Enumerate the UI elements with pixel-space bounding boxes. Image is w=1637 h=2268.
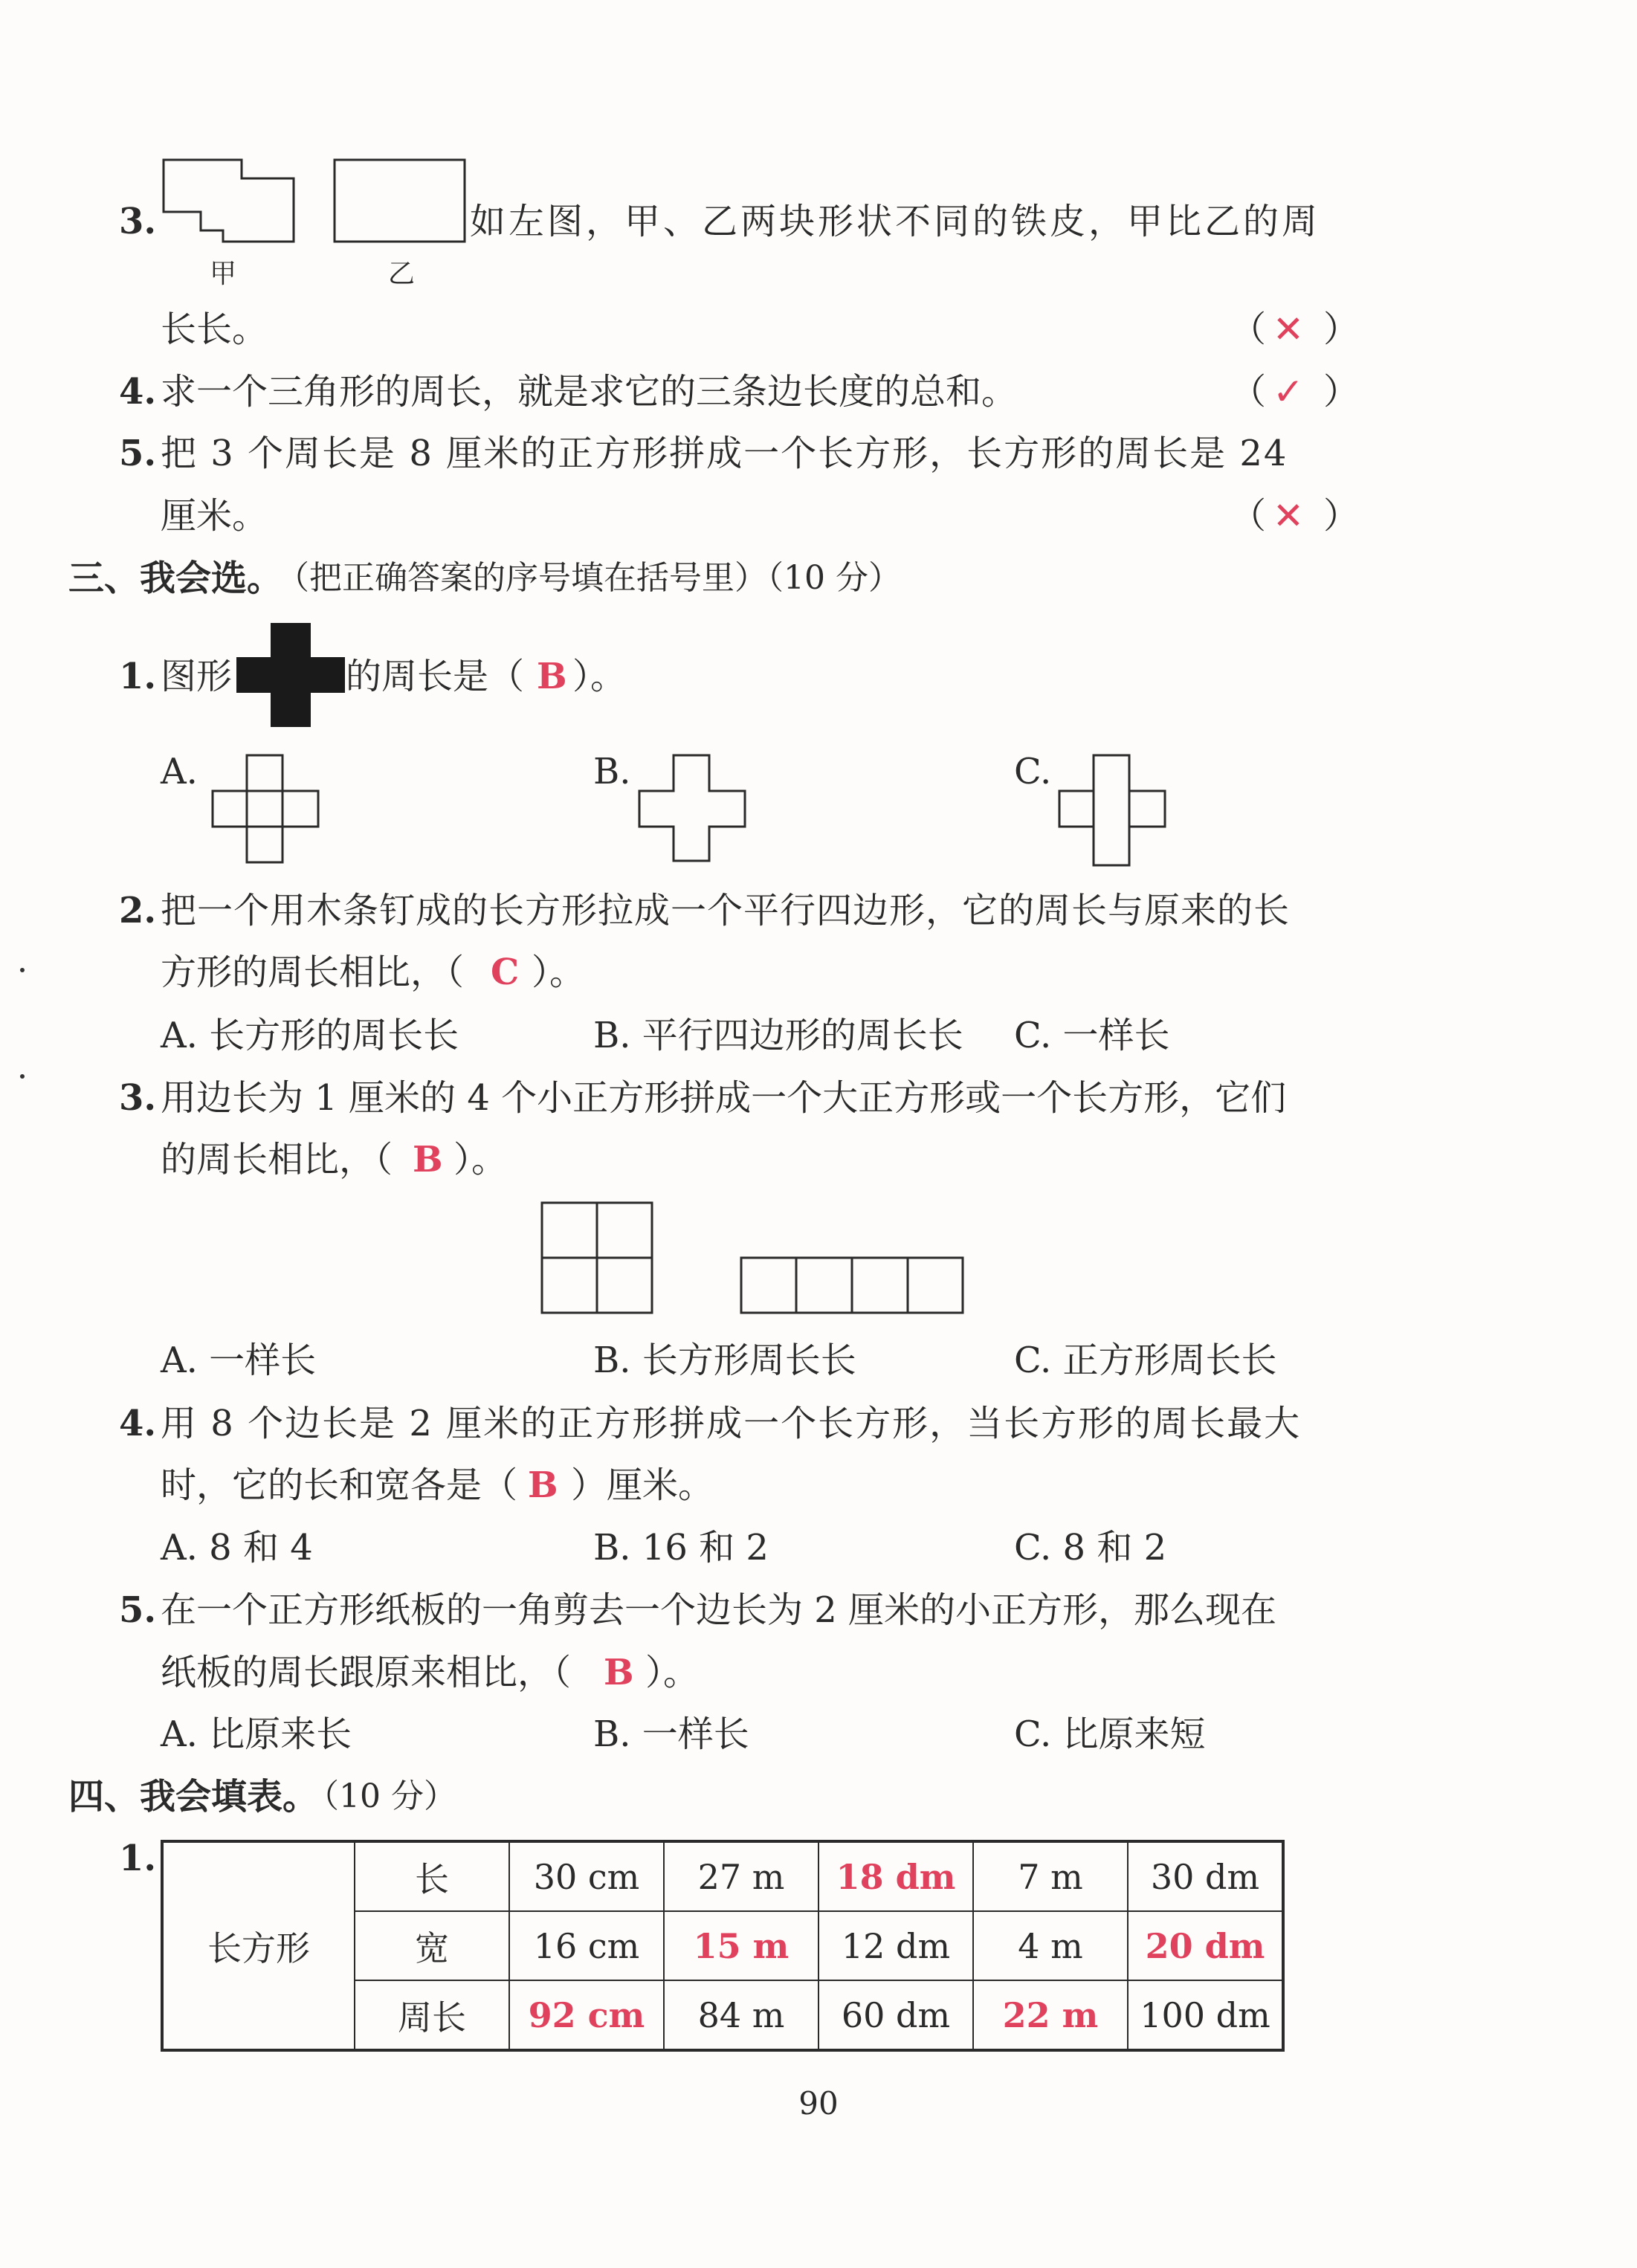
square-and-rectangle-figure xyxy=(540,1201,968,1316)
black-cross-figure xyxy=(236,623,345,727)
label-yi: 乙 xyxy=(387,259,416,289)
label-width: 宽 xyxy=(355,1911,509,1980)
table-cell-answer: 92 cm xyxy=(509,1980,664,2050)
s4-q1-number: 1. xyxy=(119,1838,157,1879)
s3-q1-pre: 图形 xyxy=(161,656,233,697)
s3-q1-post-close: ）。 xyxy=(572,656,627,697)
tf-q3-line1: 如左图，甲、乙两块形状不同的铁皮，甲比乙的周 xyxy=(470,201,1321,242)
tf-q3-answer-cross: ✕ xyxy=(1273,308,1304,351)
s3-q2-line2-post: ）。 xyxy=(532,952,586,993)
s3-q5-option-a: A. 比原来长 xyxy=(161,1713,352,1755)
s3-q4-line2-pre: 时，它的长和宽各是（ xyxy=(161,1464,518,1506)
s3-q2-option-a: A. 长方形的周长长 xyxy=(161,1015,459,1056)
s3-q3-line2-post: ）。 xyxy=(453,1139,508,1180)
shape-jia xyxy=(164,160,294,242)
tf-q3-paren-close: ） xyxy=(1323,308,1360,350)
table-cell: 60 dm xyxy=(818,1980,973,2050)
table-cell: 30 dm xyxy=(1128,1841,1283,1911)
s3-q4-option-b: B. 16 和 2 xyxy=(593,1527,769,1568)
s3-q5-answer: B xyxy=(604,1652,634,1693)
s3-q4-line2-post: ）厘米。 xyxy=(571,1464,714,1506)
table-cell-answer: 22 m xyxy=(973,1980,1128,2050)
table-cell: 4 m xyxy=(973,1911,1128,1980)
s3-q4-number: 4. xyxy=(119,1403,157,1444)
tf-q5-answer-cross: ✕ xyxy=(1273,494,1304,537)
tf-q3-number: 3. xyxy=(119,201,157,242)
section3-title: 三、我会选。 xyxy=(68,558,283,599)
s3-q1-option-a: A. xyxy=(161,751,198,792)
s3-q2-line2-pre: 方形的周长相比，（ xyxy=(161,952,465,993)
rectangle-data-table xyxy=(161,1840,1285,2052)
s3-q4-option-c: C. 8 和 2 xyxy=(1014,1527,1167,1568)
table-cell: 100 dm xyxy=(1128,1980,1283,2050)
shape-yi xyxy=(335,160,465,242)
tf-q3-figures xyxy=(160,156,472,290)
table-cell: 27 m xyxy=(664,1841,818,1911)
s3-q5-line2-pre: 纸板的周长跟原来相比，（ xyxy=(161,1652,572,1693)
s3-q1-number: 1. xyxy=(119,656,157,697)
s3-q5-line1: 在一个正方形纸板的一角剪去一个边长为 2 厘米的小正方形，那么现在 xyxy=(161,1589,1277,1631)
s3-q2-line1: 把一个用木条钉成的长方形拉成一个平行四边形，它的周长与原来的长 xyxy=(161,890,1291,931)
s3-q2-option-b: B. 平行四边形的周长长 xyxy=(593,1015,963,1056)
tf-q5-number: 5. xyxy=(119,433,157,474)
tf-q3-paren-open: （ xyxy=(1230,308,1267,350)
table-cell: 7 m xyxy=(973,1841,1128,1911)
s3-q5-option-b: B. 一样长 xyxy=(593,1713,749,1755)
tf-q5-line2: 厘米。 xyxy=(161,495,268,537)
row-header-rectangle: 长方形 xyxy=(162,1841,355,2050)
margin-dot xyxy=(20,968,25,972)
s3-q1-post-open: 的周长是（ xyxy=(346,656,525,697)
tf-q4-answer-check: ✓ xyxy=(1273,370,1304,413)
table-cell: 84 m xyxy=(664,1980,818,2050)
s3-q3-option-a: A. 一样长 xyxy=(161,1340,317,1381)
section4-subtitle: （10 分） xyxy=(306,1777,456,1815)
option-c-tall-cross-figure xyxy=(1058,754,1168,867)
section4-title: 四、我会填表。 xyxy=(68,1776,319,1818)
tf-q4-number: 4. xyxy=(119,371,157,413)
table-cell: 12 dm xyxy=(818,1911,973,1980)
s3-q2-number: 2. xyxy=(119,890,157,931)
s3-q1-option-c: C. xyxy=(1014,751,1052,792)
s3-q4-option-a: A. 8 和 4 xyxy=(161,1527,313,1568)
s3-q3-number: 3. xyxy=(119,1077,157,1119)
page-number: 90 xyxy=(798,2085,839,2122)
section3-subtitle: （把正确答案的序号填在括号里）（10 分） xyxy=(277,559,901,597)
table-cell: 30 cm xyxy=(509,1841,664,1911)
s3-q5-option-c: C. 比原来短 xyxy=(1014,1713,1206,1755)
s3-q5-number: 5. xyxy=(119,1589,157,1631)
s3-q1-option-b: B. xyxy=(593,751,631,792)
table-cell-answer: 15 m xyxy=(664,1911,818,1980)
s3-q3-line2-pre: 的周长相比，（ xyxy=(161,1139,393,1180)
tf-q3-line2: 长长。 xyxy=(161,308,268,350)
s3-q3-option-c: C. 正方形周长长 xyxy=(1014,1340,1277,1381)
tf-q4-text: 求一个三角形的周长，就是求它的三条边长度的总和。 xyxy=(161,371,1018,413)
label-jia: 甲 xyxy=(209,259,237,289)
tf-q5-line1: 把 3 个周长是 8 厘米的正方形拼成一个长方形，长方形的周长是 24 xyxy=(161,433,1288,474)
option-b-cross-figure xyxy=(638,754,746,862)
tf-q4-paren-open: （ xyxy=(1230,371,1267,413)
s3-q2-answer: C xyxy=(491,952,520,993)
s3-q3-line1: 用边长为 1 厘米的 4 个小正方形拼成一个大正方形或一个长方形，它们 xyxy=(161,1077,1287,1119)
option-a-grid-figure xyxy=(211,754,321,864)
s3-q5-line2-post: ）。 xyxy=(645,1652,700,1693)
s3-q4-answer: B xyxy=(528,1464,558,1506)
tf-q5-paren-close: ） xyxy=(1323,495,1360,537)
table-cell-answer: 20 dm xyxy=(1128,1911,1283,1980)
label-perimeter: 周长 xyxy=(355,1980,509,2050)
s3-q3-answer: B xyxy=(413,1139,443,1180)
table-cell: 16 cm xyxy=(509,1911,664,1980)
tf-q4-paren-close: ） xyxy=(1323,371,1360,413)
tf-q5-paren-open: （ xyxy=(1230,495,1267,537)
margin-dot xyxy=(20,1074,25,1079)
s3-q4-line1: 用 8 个边长是 2 厘米的正方形拼成一个长方形，当长方形的周长最大 xyxy=(161,1403,1302,1444)
table-cell-answer: 18 dm xyxy=(818,1841,973,1911)
s3-q3-option-b: B. 长方形周长长 xyxy=(593,1340,856,1381)
s3-q1-answer: B xyxy=(537,656,567,697)
table-row xyxy=(162,1841,1283,1911)
s3-q2-option-c: C. 一样长 xyxy=(1014,1015,1170,1056)
label-length: 长 xyxy=(355,1841,509,1911)
